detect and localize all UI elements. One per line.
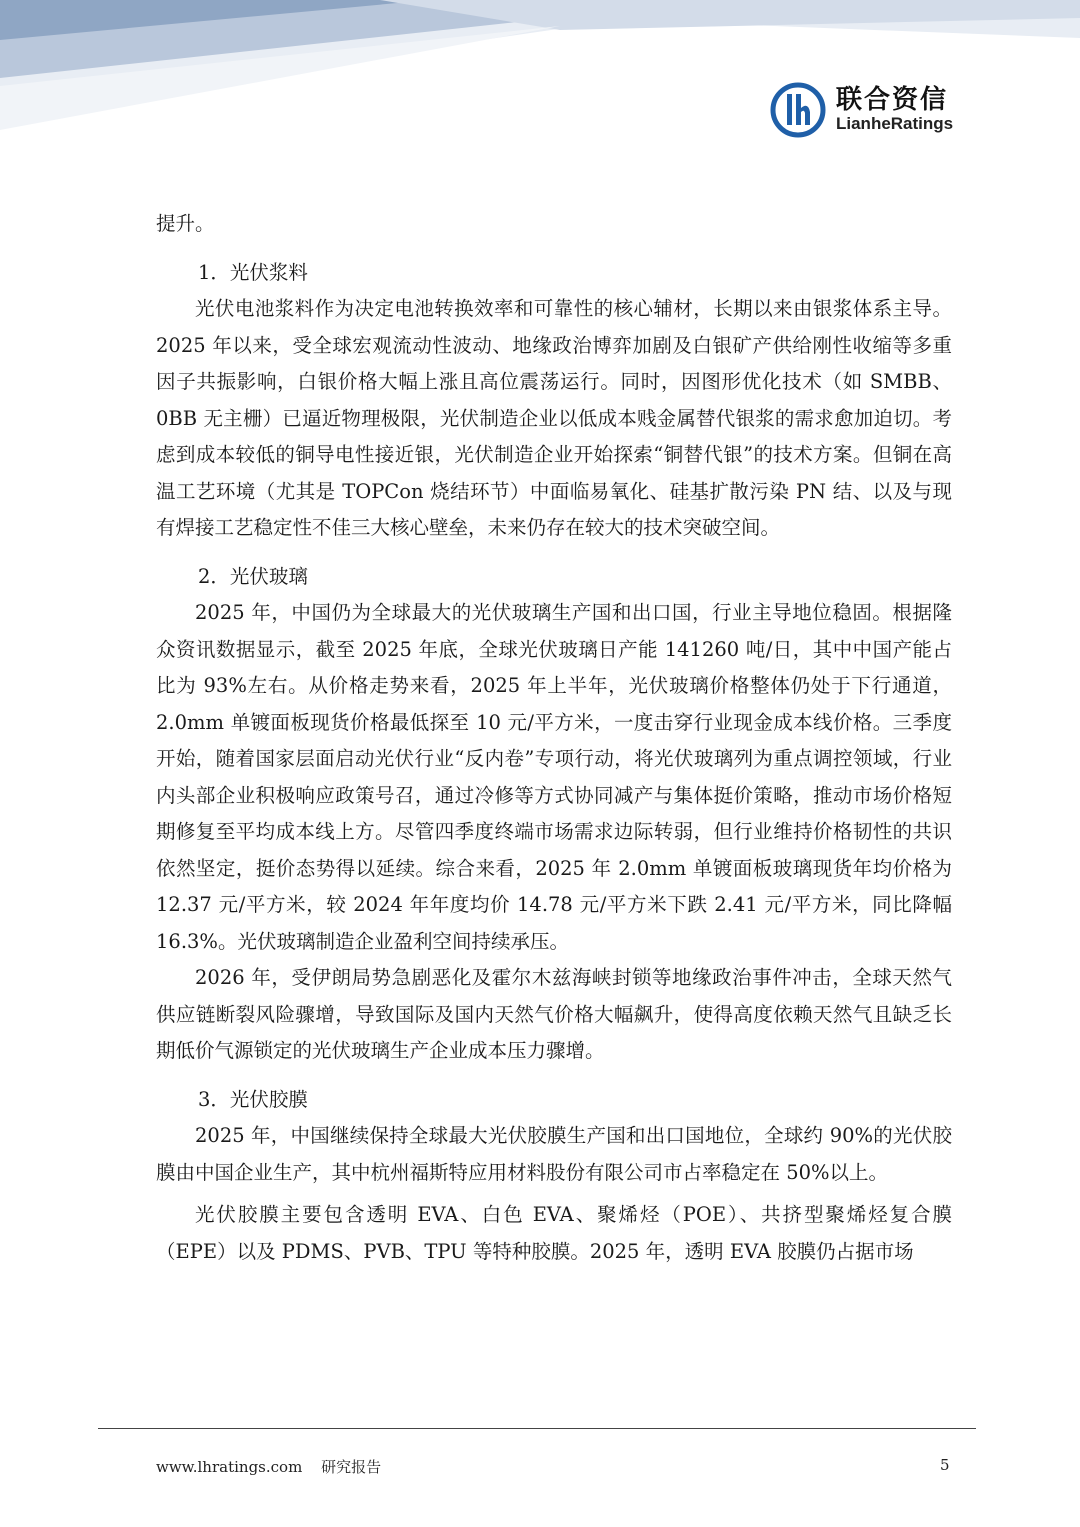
- paragraph-continuation: 提升。: [156, 212, 215, 235]
- section-heading-pv-paste: 1．光伏浆料: [198, 260, 308, 284]
- page-number: 5: [940, 1456, 950, 1474]
- logo-chinese-name: 联合资信: [836, 85, 949, 115]
- paragraph-pv-paste: 光伏电池浆料作为决定电池转换效率和可靠性的核心辅材，长期以来由银浆体系主导。2025 年以来，受全球宏观流动性波动、地缘政治博弈加剧及白银矿产供给刚性收缩等多重因子共振影响，白银价格大幅上涨且高位震荡运行。同时，因图形优化技术（如 SMBB、0BB 无主栅）已逼近物理极限，光伏制造企业以低成本贱金属替代银浆的需求愈加迫切。考虑到成本较低的铜导电性接近银，光伏制造企业开始探索“铜替代银”的技术方案。但铜在高温工艺环境（尤其是 TOPCon 烧结环节）中面临易氧化、硅基扩散污染 PN 结、以及与现有焊接工艺稳定性不佳三大核心壁垒，未来仍存在较大的技术突破空间。: [156, 297, 952, 539]
- footer-divider: [98, 1428, 976, 1429]
- company-logo: [770, 82, 953, 138]
- footer-doc-type: 研究报告: [321, 1458, 382, 1476]
- paragraph-pv-film-market: 2025 年，中国继续保持全球最大光伏胶膜生产国和出口国地位，全球约 90%的光伏胶膜由中国企业生产，其中杭州福斯特应用材料股份有限公司市占率稳定在 50%以上。: [156, 1124, 952, 1184]
- footer-website: www.lhratings.com: [156, 1458, 303, 1476]
- paragraph-pv-film-types: 光伏胶膜主要包含透明 EVA、白色 EVA、聚烯烃（POE）、共挤型聚烯烃复合膜（EPE）以及 PDMS、PVB、TPU 等特种胶膜。2025 年，透明 EVA 胶膜仍占据市场: [156, 1203, 952, 1263]
- section-heading-pv-glass: 2．光伏玻璃: [198, 564, 308, 588]
- paragraph-pv-glass-2026: 2026 年，受伊朗局势急剧恶化及霍尔木兹海峡封锁等地缘政治事件冲击，全球天然气供应链断裂风险骤增，导致国际及国内天然气价格大幅飙升，使得高度依赖天然气且缺乏长期低价气源锁定的光伏玻璃生产企业成本压力骤增。: [156, 966, 952, 1062]
- logo-english-name: LianheRatings: [836, 114, 954, 133]
- paragraph-pv-glass-2025: 2025 年，中国仍为全球最大的光伏玻璃生产国和出口国，行业主导地位稳固。根据隆众资讯数据显示，截至 2025 年底，全球光伏玻璃日产能 141260 吨/日，其中中国产能占比为 93%左右。从价格走势来看，2025 年上半年，光伏玻璃价格整体仍处于下行通道，2.0mm 单镀面板现货价格最低探至 10 元/平方米，一度击穿行业现金成本线价格。三季度开始，随着国家层面启动光伏行业“反内卷”专项行动，将光伏玻璃列为重点调控领域，行业内头部企业积极响应政策号召，通过冷修等方式协同减产与集体挺价策略，推动市场价格短期修复至平均成本线上方。尽管四季度终端市场需求边际转弱，但行业维持价格韧性的共识依然坚定，挺价态势得以延续。综合来看，2025 年 2.0mm 单镀面板玻璃现货年均价格为 12.37 元/平方米，较 2024 年年度均价 14.78 元/平方米下跌 2.41 元/平方米，同比降幅 16.3%。光伏玻璃制造企业盈利空间持续承压。: [156, 601, 952, 953]
- footer-info: [156, 1456, 381, 1477]
- document-body: [156, 206, 952, 1270]
- lianhe-logo-icon: [770, 82, 826, 138]
- section-heading-pv-film: 3．光伏胶膜: [198, 1087, 308, 1111]
